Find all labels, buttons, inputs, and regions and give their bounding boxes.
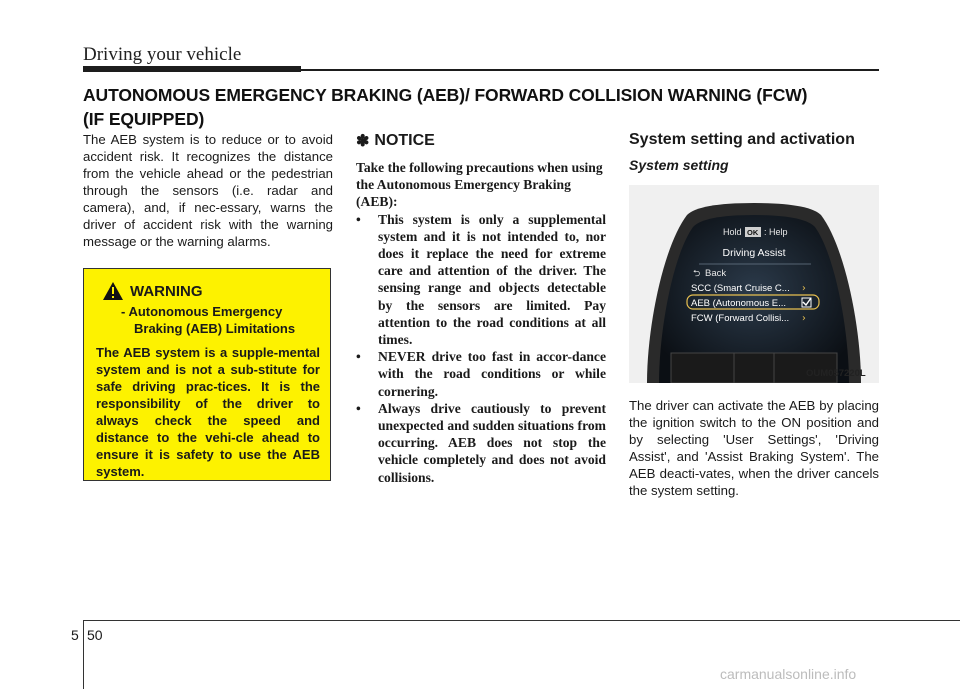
display-back-label: Back [705,268,727,279]
header-rule [83,66,879,72]
warning-header [102,281,320,301]
notice-item: • NEVER drive too fast in accor-dance with the road conditions or while cornering. [356,349,606,399]
footer-rule [83,620,960,621]
page-number: 50 [87,627,103,643]
display-chevron-icon: › [802,283,806,294]
section-title-line2: (IF EQUIPPED) [83,109,205,129]
footer-vertical-rule [83,620,84,689]
display-item-aeb: AEB (Autonomous E... [691,298,787,309]
notice-star-icon: ✽ [356,133,370,150]
display-menu-title: Driving Assist [722,247,786,259]
section-title [83,83,883,131]
intro-paragraph: The AEB system is to reduce or to avoid accident risk. It recognizes the distance from the vehicle ahead or the pedestrian through the sensors (i.e. radar and camera), and, if nec-essary, warns the driver of accident risk with the warning message or the warning alarms. [83,132,333,249]
warning-label: WARNING [130,282,203,300]
warning-body: The AEB system is a supple-mental system and is not a sub-stitute for safe driving prac-tices. It is the responsibility of the driver to always check the speed and distance to the vehi-cle ahead to ensure it is safety to use the AEB system. [96,345,320,479]
warning-triangle-icon [102,281,124,301]
display-hint-key: OK [747,228,759,237]
display-back-icon: ⮌ [693,269,701,279]
cluster-display-figure [629,185,879,383]
warning-subtitle: - Autonomous Emergency Braking (AEB) Limitations [121,304,296,336]
system-heading: System setting and activation [629,131,855,148]
figure-label: OUM057220L [806,368,866,379]
notice-item: • Always drive cautiously to prevent unexpected and sudden situations from occurring. AEB does not stop the vehicle completely and does not avoid collisions. [356,400,606,485]
display-item-scc: SCC (Smart Cruise C... [691,283,790,294]
display-hint-hold: Hold [723,227,742,237]
display-hint-help: : Help [764,227,788,237]
warning-box [83,268,331,481]
display-chevron-icon: › [802,313,806,324]
system-column [629,131,879,173]
cluster-display-illustration [629,185,879,383]
notice-header [356,131,606,151]
running-header-title: Driving your vehicle [83,44,242,65]
page-section-number: 5 [71,627,79,643]
notice-item: • This system is only a supplemental system and it is not intended to, nor does it replace the need for extreme care and attention of the driver. The sensing range and objects detectable by the sensors are limited. Pay attention to the road conditions at all times. [356,211,606,348]
section-title-line1: AUTONOMOUS EMERGENCY BRAKING (AEB)/ FORWARD COLLISION WARNING (FCW) [83,85,808,105]
notice-intro: Take the following precautions when using the Autonomous Emergency Braking (AEB): [356,160,603,210]
notice-column [356,131,606,486]
watermark: carmanualsonline.info [720,666,857,682]
display-item-fcw: FCW (Forward Collisi... [691,313,790,324]
system-subheading: System setting [629,157,729,173]
notice-label: NOTICE [374,132,435,149]
intro-column [83,131,333,250]
system-body: The driver can activate the AEB by placing the ignition switch to the ON position and by selecting 'User Settings', 'Driving Assist', and 'Assist Braking System'. The AEB deacti-vates, when the driver cancels the system setting. [629,398,879,498]
notice-list [356,211,606,486]
